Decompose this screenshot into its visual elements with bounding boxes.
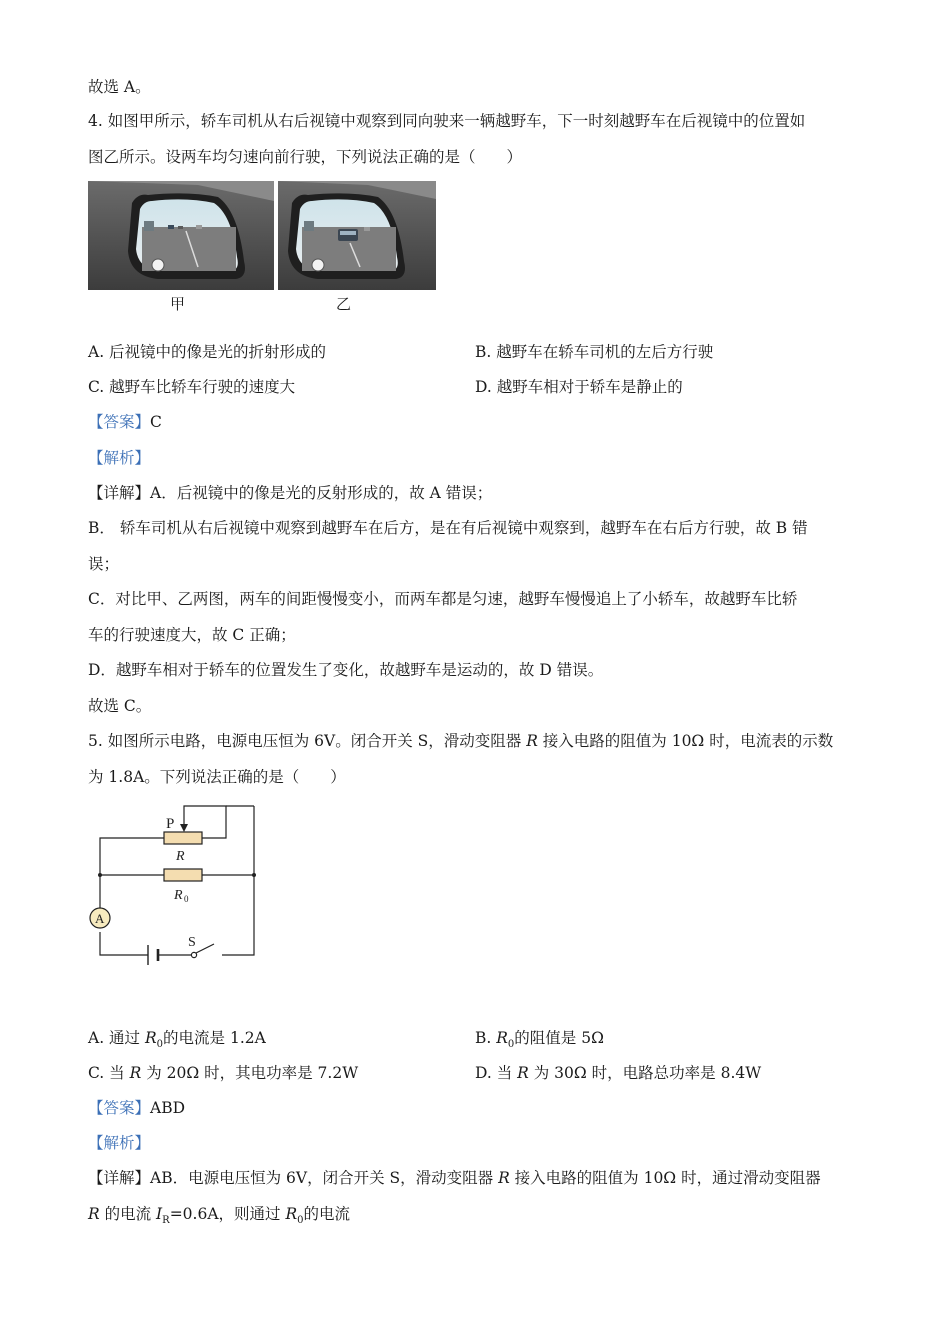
opt-b-post: 的阻值是 5Ω (514, 1029, 604, 1047)
detail2-mid: 的电流 (99, 1205, 157, 1223)
detail1-text: AB．电源电压恒为 6V，闭合开关 S，滑动变阻器 (150, 1169, 499, 1187)
q5-option-d (475, 1062, 761, 1084)
q5-option-b (475, 1027, 604, 1056)
q4-detail-c2: 车的行驶速度大，故 C 正确； (88, 626, 296, 644)
q5-stem-line1 (88, 730, 862, 752)
label-r: R (176, 849, 185, 864)
q4-option-c: C. 越野车比轿车行驶的速度大 (88, 378, 296, 396)
stem-var-r: R (526, 732, 538, 750)
opt-b-pre: B. (475, 1029, 497, 1047)
opt-a-sub: 0 (156, 1039, 164, 1051)
q4-option-d: D. 越野车相对于轿车是静止的 (475, 378, 683, 396)
label-p: P (166, 816, 175, 832)
q4-detail-a (88, 482, 862, 504)
mirror-photo-yi (278, 181, 436, 290)
caption-jia: 甲 (170, 295, 186, 313)
answer-tag: 【答案】 (88, 413, 151, 431)
q4-detail-c1: C．对比甲、乙两图，两车的间距慢慢变小，而两车都是匀速，越野车慢慢追上了小轿车，故越野车比轿 (88, 590, 798, 608)
caption-yi: 乙 (336, 295, 352, 313)
detail1-var: R (498, 1169, 510, 1187)
q5-detail-line1 (88, 1167, 862, 1189)
switch-icon (191, 952, 196, 957)
q4-stem-line2: 图乙所示。设两车均匀速向前行驶，下列说法正确的是（ ） (88, 148, 523, 166)
detail-tag: 【详解】 (88, 484, 151, 502)
detail2-isub: R (162, 1215, 170, 1227)
label-switch: S (188, 935, 196, 950)
stem-part2: 接入电路的阻值为 10Ω 时，电流表的示数 (537, 732, 834, 750)
detail2-post: =0.6A，则通过 (169, 1205, 286, 1223)
detail2-r0-sub: 0 (297, 1215, 304, 1227)
q5-answer (88, 1097, 862, 1119)
detail2-i: I (156, 1205, 163, 1223)
detail2-end: 的电流 (303, 1205, 351, 1223)
opt-a-pre: A. 通过 (88, 1029, 145, 1047)
q4-option-b: B. 越野车在轿车司机的左后方行驶 (475, 343, 714, 361)
opt-c-post: 为 20Ω 时，其电功率是 7.2W (141, 1064, 359, 1082)
resistor-r-icon (164, 832, 202, 844)
q4-conclusion: 故选 C。 (88, 697, 152, 715)
label-ammeter: A (95, 911, 105, 926)
answer-tag: 【答案】 (88, 1099, 151, 1117)
answer-value: C (150, 413, 162, 431)
label-r0: R (174, 888, 183, 903)
q5-stem-line2: 为 1.8A。下列说法正确的是（ ） (88, 768, 346, 786)
detail-tag: 【详解】 (88, 1169, 151, 1187)
opt-b-sub: 0 (507, 1039, 515, 1051)
opt-b-var: R (496, 1029, 508, 1047)
detail1-post: 接入电路的阻值为 10Ω 时，通过滑动变阻器 (509, 1169, 821, 1187)
q4-detail-b2: 误； (88, 555, 120, 573)
slider-arrow-icon (180, 824, 188, 832)
opt-d-var: R (517, 1064, 529, 1082)
q5-analysis-tag: 【解析】 (88, 1134, 151, 1152)
opt-d-pre: D. 当 (475, 1064, 518, 1082)
detail2-r0: R (285, 1205, 298, 1223)
opt-a-post: 的电流是 1.2A (163, 1029, 266, 1047)
answer-value: ABD (150, 1099, 186, 1117)
detail2-var: R (88, 1205, 100, 1223)
label-r0-sub: 0 (184, 894, 189, 904)
prev-conclusion: 故选 A。 (88, 78, 151, 96)
opt-c-pre: C. 当 (88, 1064, 130, 1082)
q5-detail-line2 (88, 1203, 862, 1232)
resistor-r0-icon (164, 869, 202, 881)
opt-d-post: 为 30Ω 时，电路总功率是 8.4W (528, 1064, 762, 1082)
detail-a-text: A．后视镜中的像是光的反射形成的，故 A 错误； (150, 484, 493, 502)
opt-c-var: R (129, 1064, 142, 1082)
q4-option-a: A. 后视镜中的像是光的折射形成的 (88, 343, 327, 361)
q5-option-c (88, 1062, 358, 1084)
q4-detail-b1: B． 轿车司机从右后视镜中观察到越野车在后方，是在有后视镜中观察到，越野车在右后方行驶，故 B 错 (88, 519, 808, 537)
q4-analysis-tag: 【解析】 (88, 449, 151, 467)
q4-detail-d: D．越野车相对于轿车的位置发生了变化，故越野车是运动的，故 D 错误。 (88, 661, 604, 679)
stem-part1: 5. 如图所示电路，电源电压恒为 6V。闭合开关 S，滑动变阻器 (88, 732, 527, 750)
q5-option-a (88, 1027, 266, 1056)
mirror-photo-jia (88, 181, 274, 290)
q4-answer (88, 411, 862, 433)
opt-a-var: R (144, 1029, 157, 1047)
circuit-diagram (86, 800, 276, 975)
q4-stem-line1: 4. 如图甲所示，轿车司机从右后视镜中观察到同向驶来一辆越野车，下一时刻越野车在后视镜中的位置如 (88, 112, 806, 130)
